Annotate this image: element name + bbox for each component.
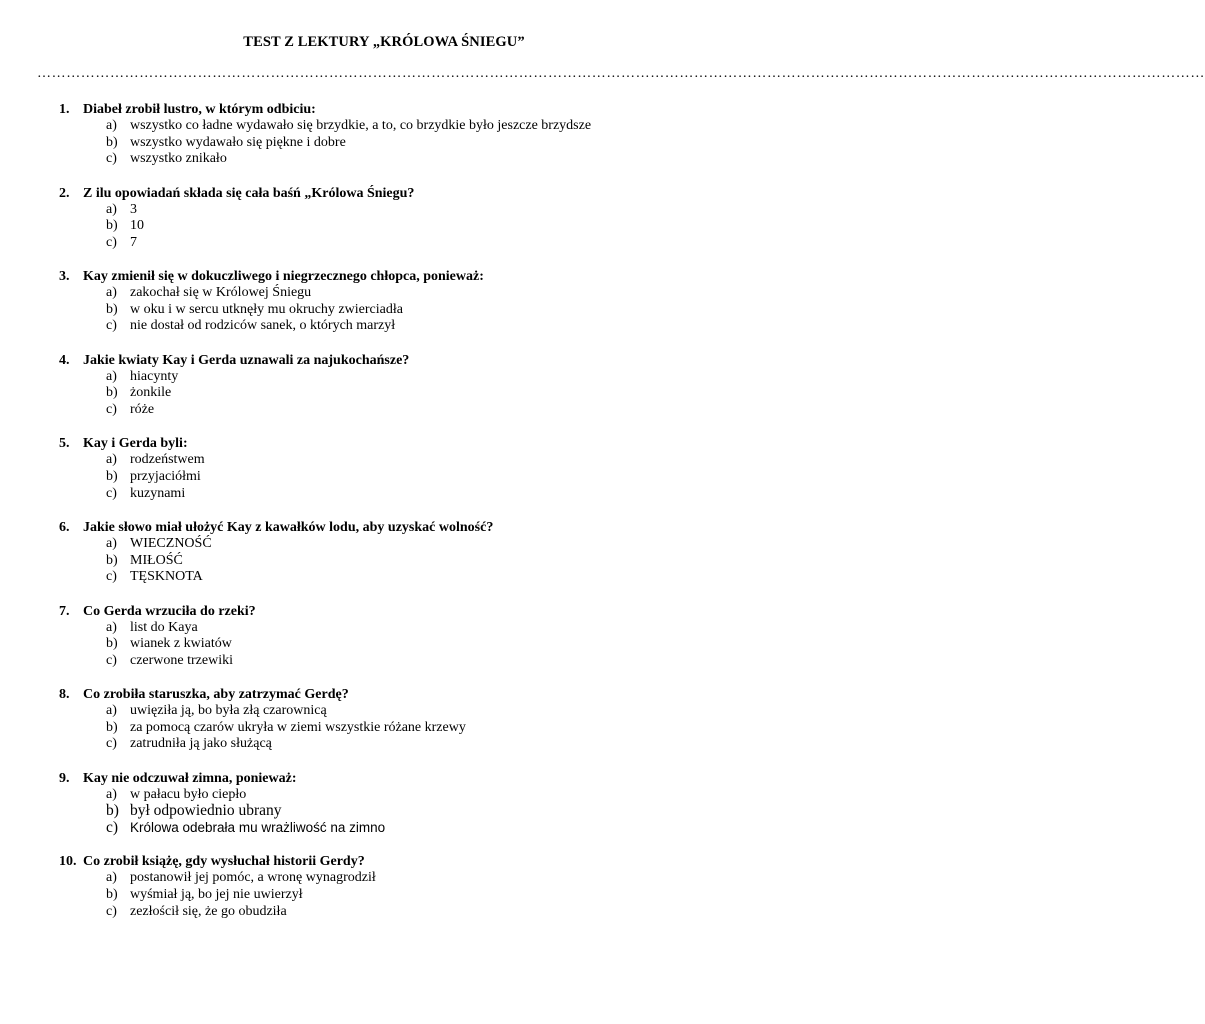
answer-letter: a) xyxy=(106,703,117,719)
question-9 xyxy=(0,770,768,854)
answer-text: wyśmiał ją, bo jej nie uwierzył xyxy=(130,886,303,902)
answer-option xyxy=(0,653,768,670)
question-number: 8. xyxy=(59,687,70,703)
answer-letter: a) xyxy=(106,118,117,133)
answer-letter: c) xyxy=(106,903,117,919)
answer-text: kuzynami xyxy=(130,485,186,501)
answer-text: w pałacu było ciepło xyxy=(130,786,247,802)
answer-letter: c) xyxy=(106,151,117,167)
answer-text: wszystko znikało xyxy=(130,151,227,167)
answer-option xyxy=(0,870,768,887)
answer-letter: a) xyxy=(106,201,117,217)
answer-option xyxy=(0,202,768,219)
answer-text: wszystko co ładne wydawało się brzydkie, a to, co brzydkie było jeszcze brzydsze xyxy=(130,118,592,133)
answer-letter: c) xyxy=(106,318,117,334)
answer-text: żonkile xyxy=(130,385,172,401)
answer-text: 10 xyxy=(130,218,144,234)
answer-option xyxy=(0,452,768,469)
answer-text: róże xyxy=(130,401,155,417)
question-text: Kay zmienił się w dokuczliwego i niegrzecznego chłopca, ponieważ: xyxy=(83,269,484,285)
answer-option xyxy=(0,569,768,586)
question-2 xyxy=(0,185,768,269)
answer-option xyxy=(0,135,768,152)
question-7 xyxy=(0,603,768,687)
answer-text: zatrudniła ją jako służącą xyxy=(130,736,272,752)
answer-letter: b) xyxy=(106,134,118,150)
answer-option xyxy=(0,285,768,302)
answer-option xyxy=(0,904,768,921)
question-text: Jakie kwiaty Kay i Gerda uznawali za najukochańsze? xyxy=(83,352,410,368)
answer-text: w oku i w sercu utknęły mu okruchy zwierciadła xyxy=(130,301,403,317)
answer-option xyxy=(0,887,768,904)
question-text: Kay nie odczuwał zimna, ponieważ: xyxy=(83,770,297,786)
answer-letter: b) xyxy=(106,301,118,317)
answer-letter: c) xyxy=(106,485,117,501)
answer-option xyxy=(0,803,768,820)
answer-text: uwięziła ją, bo była złą czarownicą xyxy=(130,703,327,719)
answer-option xyxy=(0,235,768,252)
question-number: 7. xyxy=(59,603,70,619)
answer-option xyxy=(0,318,768,335)
answer-letter: c) xyxy=(106,569,117,585)
answer-text: list do Kaya xyxy=(130,619,198,635)
answer-option xyxy=(0,787,768,804)
answer-letter: a) xyxy=(106,619,117,635)
question-5 xyxy=(0,435,768,519)
question-6 xyxy=(0,519,768,603)
answer-option xyxy=(0,553,768,570)
question-text: Co zrobiła staruszka, aby zatrzymać Gerdę? xyxy=(83,687,349,703)
answer-text: hiacynty xyxy=(130,368,179,384)
answer-option xyxy=(0,536,768,553)
answer-option xyxy=(0,369,768,386)
answer-option xyxy=(0,402,768,419)
answer-letter: a) xyxy=(106,368,117,384)
answer-letter: b) xyxy=(106,886,118,902)
question-number: 6. xyxy=(59,519,70,535)
answer-text: Królowa odebrała mu wrażliwość na zimno xyxy=(130,819,386,835)
question-3 xyxy=(0,268,768,352)
answer-letter: c) xyxy=(106,818,119,836)
answer-text: 7 xyxy=(130,234,137,250)
answer-text: 3 xyxy=(130,201,137,217)
answer-text: przyjaciółmi xyxy=(130,468,201,484)
answer-letter: a) xyxy=(106,285,117,301)
question-number: 2. xyxy=(59,185,70,201)
answer-list xyxy=(0,536,768,586)
name-dotted-line: …………………………………………………………………………………………………………………………………………………………………………………………………………………… xyxy=(37,66,1205,81)
answer-text: wianek z kwiatów xyxy=(130,636,232,652)
answer-option xyxy=(0,736,768,753)
document-title: TEST Z LEKTURY „KRÓLOWA ŚNIEGU” xyxy=(243,34,525,50)
question-8 xyxy=(0,686,768,770)
answer-option xyxy=(0,486,768,503)
answer-letter: b) xyxy=(106,636,118,652)
answer-option xyxy=(0,636,768,653)
answer-text: za pomocą czarów ukryła w ziemi wszystkie różane krzewy xyxy=(130,719,466,735)
answer-list xyxy=(0,620,768,670)
answer-letter: a) xyxy=(106,535,117,551)
answer-letter: c) xyxy=(106,401,117,417)
answer-letter: c) xyxy=(106,652,117,668)
answer-option xyxy=(0,385,768,402)
question-text: Z ilu opowiadań składa się cała baśń „Królowa Śniegu? xyxy=(83,185,415,201)
answer-option xyxy=(0,820,768,837)
answer-text: postanowił jej pomóc, a wronę wynagrodził xyxy=(130,870,376,886)
answer-list xyxy=(0,369,768,419)
answer-list xyxy=(0,787,768,837)
question-text: Jakie słowo miał ułożyć Kay z kawałków lodu, aby uzyskać wolność? xyxy=(83,519,494,535)
answer-list xyxy=(0,703,768,753)
question-number: 1. xyxy=(59,102,70,117)
answer-letter: b) xyxy=(106,385,118,401)
answer-text: nie dostał od rodziców sanek, o których marzył xyxy=(130,318,396,334)
answer-option xyxy=(0,720,768,737)
answer-letter: b) xyxy=(106,218,118,234)
answer-option xyxy=(0,469,768,486)
question-number: 10. xyxy=(59,854,77,870)
question-text: Diabeł zrobił lustro, w którym odbiciu: xyxy=(83,102,316,117)
answer-list xyxy=(0,870,768,920)
answer-letter: a) xyxy=(106,452,117,468)
answer-option xyxy=(0,703,768,720)
question-number: 3. xyxy=(59,269,70,285)
answer-text: WIECZNOŚĆ xyxy=(130,535,212,551)
question-text: Co zrobił książę, gdy wysłuchał historii Gerdy? xyxy=(83,854,365,870)
question-1 xyxy=(0,101,768,185)
question-text: Co Gerda wrzuciła do rzeki? xyxy=(83,603,256,619)
question-number: 5. xyxy=(59,436,70,452)
answer-option xyxy=(0,302,768,319)
question-text: Kay i Gerda byli: xyxy=(83,436,188,452)
answer-letter: b) xyxy=(106,802,119,820)
answer-text: czerwone trzewiki xyxy=(130,652,233,668)
answer-list xyxy=(0,118,768,168)
answer-letter: c) xyxy=(106,234,117,250)
answer-letter: a) xyxy=(106,786,117,802)
answer-option xyxy=(0,620,768,637)
answer-letter: b) xyxy=(106,552,118,568)
answer-list xyxy=(0,452,768,502)
answer-text: wszystko wydawało się piękne i dobre xyxy=(130,134,346,150)
answer-list xyxy=(0,285,768,335)
answer-letter: b) xyxy=(106,719,118,735)
question-number: 9. xyxy=(59,770,70,786)
answer-list xyxy=(0,202,768,252)
answer-text: zezłościł się, że go obudziła xyxy=(130,903,287,919)
question-10 xyxy=(0,853,768,937)
answer-text: rodzeństwem xyxy=(130,452,205,468)
question-number: 4. xyxy=(59,352,70,368)
answer-letter: b) xyxy=(106,468,118,484)
answer-letter: a) xyxy=(106,870,117,886)
answer-option xyxy=(0,218,768,235)
answer-option xyxy=(0,151,768,168)
answer-text: MIŁOŚĆ xyxy=(130,552,183,568)
answer-option xyxy=(0,118,768,135)
answer-letter: c) xyxy=(106,736,117,752)
answer-text: TĘSKNOTA xyxy=(130,569,203,585)
question-4 xyxy=(0,352,768,436)
answer-text: był odpowiednio ubrany xyxy=(130,802,282,820)
question-list xyxy=(0,101,768,937)
answer-text: zakochał się w Królowej Śniegu xyxy=(130,285,312,301)
